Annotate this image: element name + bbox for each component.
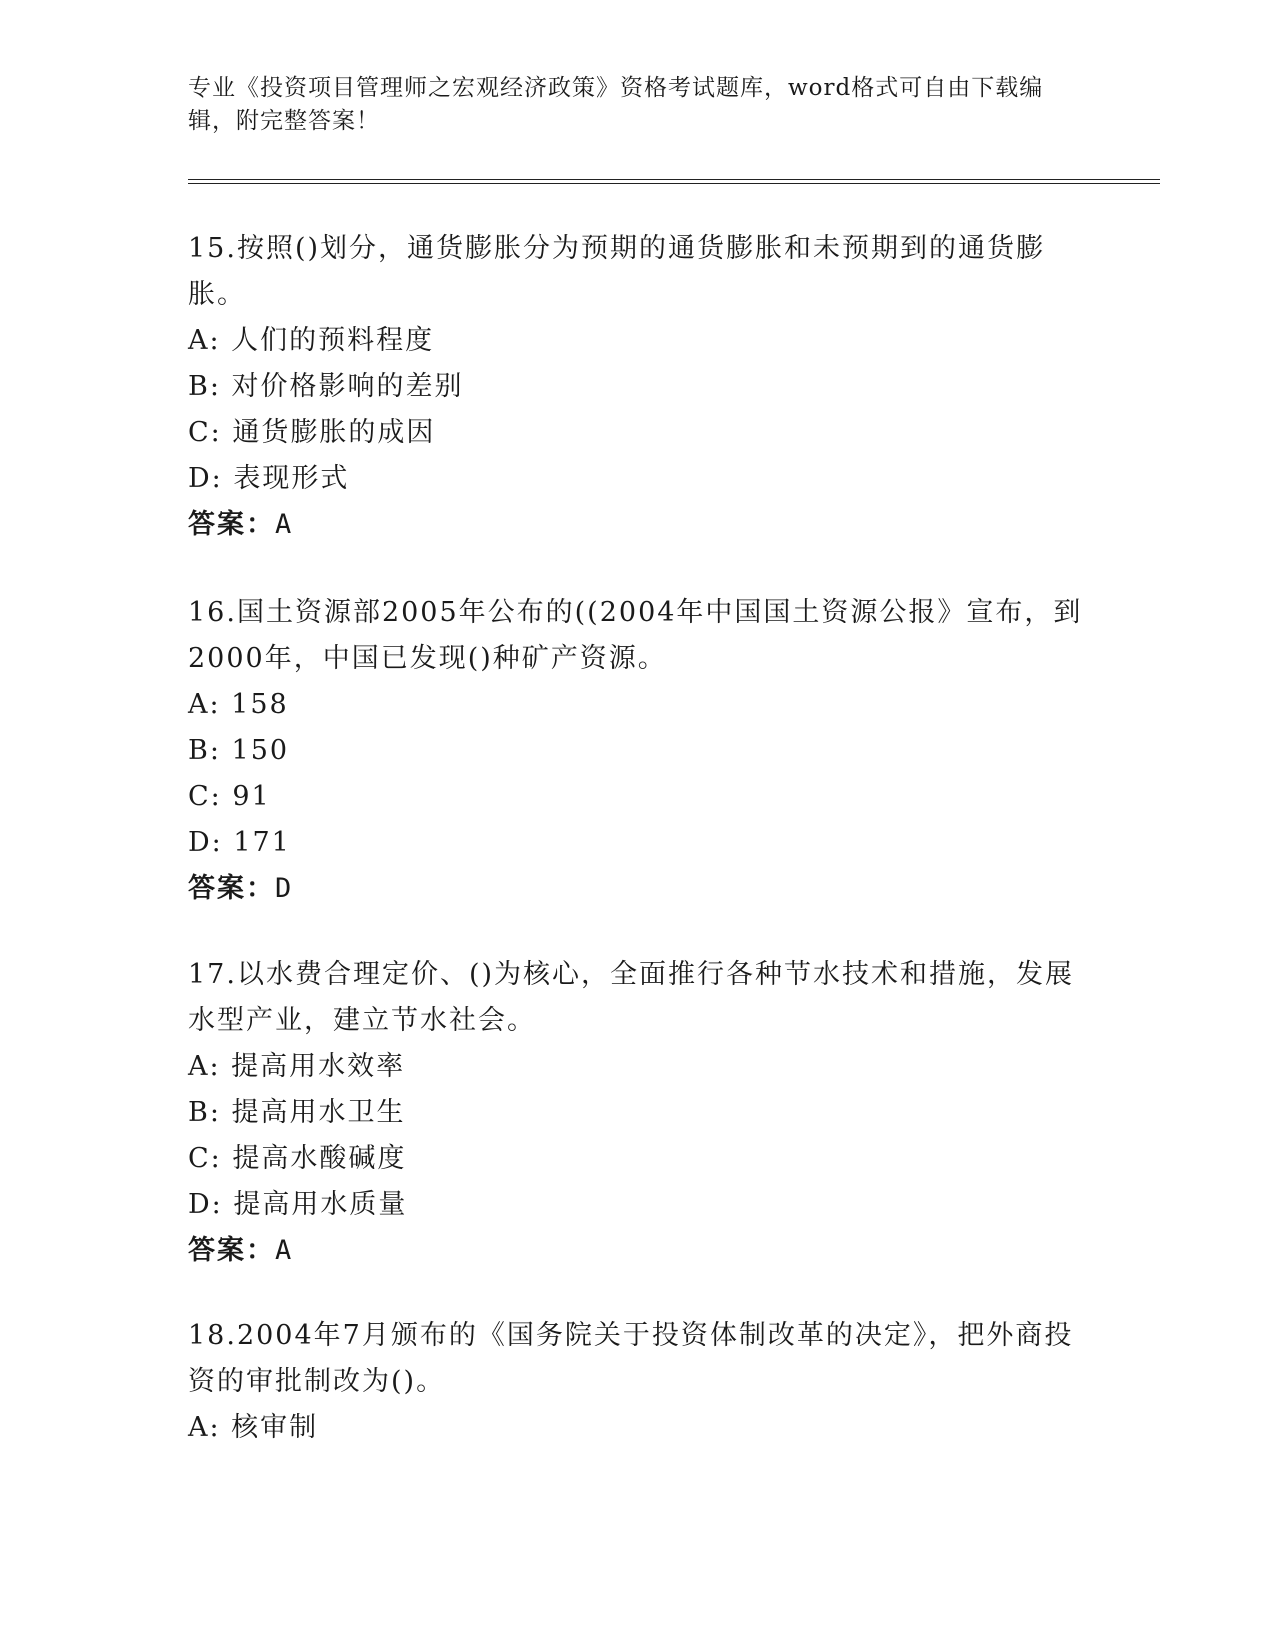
answer-line: [188, 1228, 1088, 1274]
header-divider-top: [188, 179, 1160, 180]
option-a: A: 提高用水效率: [188, 1051, 406, 1082]
header-divider-bottom: [188, 183, 1160, 184]
question-16: [188, 590, 1088, 912]
answer-label: 答案：: [188, 509, 275, 540]
question-stem: 15.按照()划分，通货膨胀分为预期的通货膨胀和未预期到的通货膨胀。: [188, 233, 1046, 310]
answer-value: A: [275, 1235, 294, 1266]
option-b: B: 150: [188, 735, 290, 766]
answer-value: A: [275, 509, 294, 540]
question-18: [188, 1313, 1088, 1451]
option-a: A: 158: [188, 689, 289, 720]
answer-value: D: [275, 873, 294, 904]
option-d: D: 表现形式: [188, 463, 350, 494]
option-a: A: 核审制: [188, 1412, 319, 1443]
question-15: [188, 226, 1088, 548]
option-c: C: 提高水酸碱度: [188, 1143, 407, 1174]
question-17: [188, 952, 1088, 1274]
option-d: D: 提高用水质量: [188, 1189, 408, 1220]
option-c: C: 通货膨胀的成因: [188, 417, 436, 448]
option-b: B: 对价格影响的差别: [188, 371, 464, 402]
question-stem: 18.2004年7月颁布的《国务院关于投资体制改革的决定》，把外商投资的审批制改为()。: [188, 1320, 1074, 1397]
question-stem: 16.国土资源部2005年公布的((2004年中国国土资源公报》宣布，到2000年，中国已发现()种矿产资源。: [188, 597, 1083, 674]
question-stem: 17.以水费合理定价、()为核心，全面推行各种节水技术和措施，发展水型产业，建立节水社会。: [188, 959, 1075, 1036]
option-c: C: 91: [188, 781, 271, 812]
option-a: A: 人们的预料程度: [188, 325, 435, 356]
option-d: D: 171: [188, 827, 291, 858]
option-b: B: 提高用水卫生: [188, 1097, 406, 1128]
answer-label: 答案：: [188, 873, 275, 904]
answer-label: 答案：: [188, 1235, 275, 1266]
answer-line: [188, 866, 1088, 912]
answer-line: [188, 502, 1088, 548]
document-header: 专业《投资项目管理师之宏观经济政策》资格考试题库，word格式可自由下载编辑，附完整答案！: [188, 75, 1044, 134]
